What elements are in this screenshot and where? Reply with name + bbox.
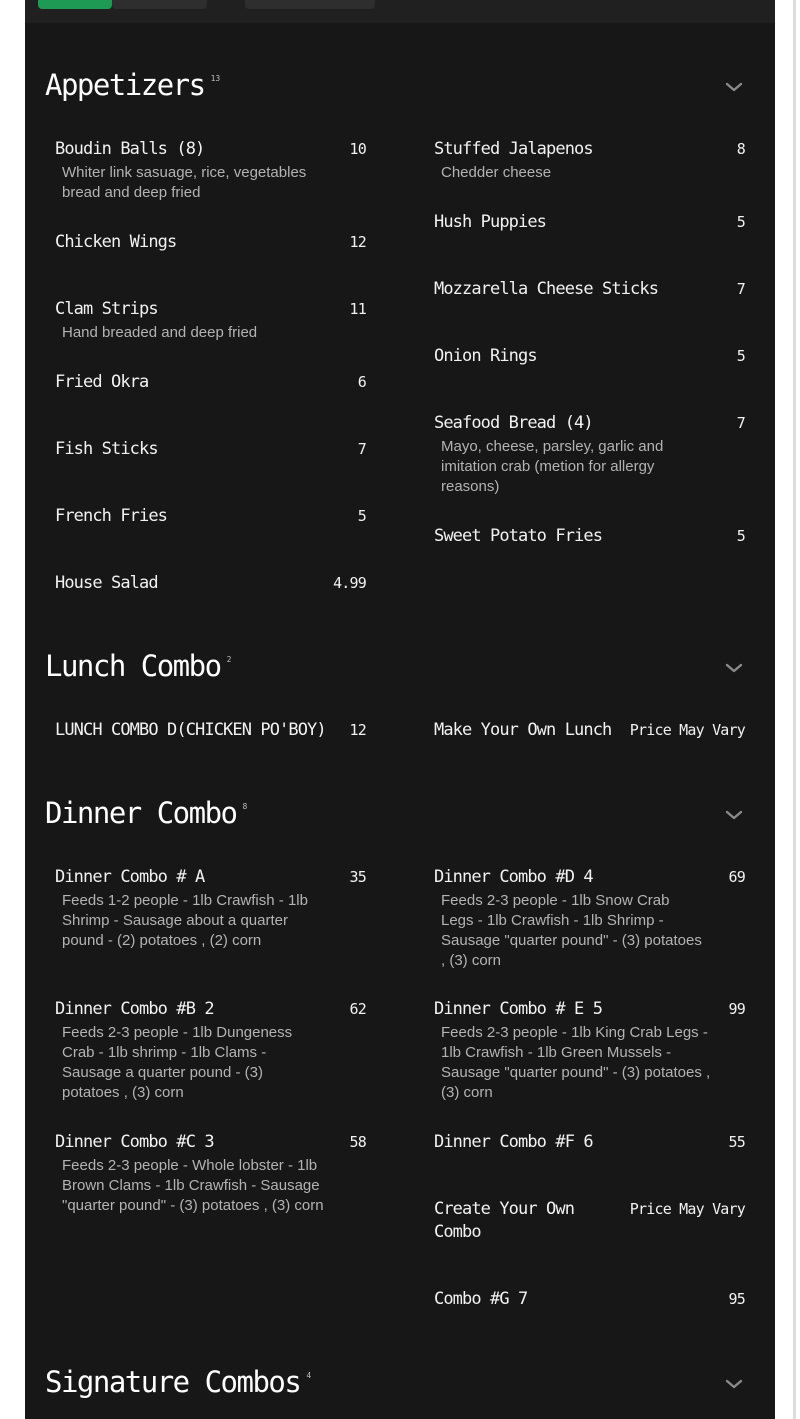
chevron-down-icon[interactable] — [724, 77, 744, 97]
item-description: Whiter link sasuage, rice, vegetables bread and deep fried — [62, 164, 307, 201]
menu-item[interactable] — [55, 998, 366, 1108]
item-count: 2 — [226, 655, 232, 664]
item-description: Feeds 2-3 people - 1lb Snow Crab Legs - 1lb Crawfish - 1lb Shrimp - Sausage "quarter pound" - (3) potatoes , (3) corn — [441, 892, 702, 969]
item-name: Create Your Own Combo — [434, 1199, 575, 1242]
chevron-down-icon[interactable] — [724, 1374, 744, 1394]
item-price: 5 — [736, 213, 745, 231]
menu-item[interactable] — [434, 998, 745, 1108]
menu-item[interactable] — [55, 866, 366, 976]
menu-item[interactable] — [55, 719, 366, 759]
item-price: 95 — [728, 1290, 745, 1308]
item-name: Dinner Combo #F 6 — [434, 1132, 593, 1152]
item-description: Mayo, cheese, parsley, garlic and imitation crab (metion for allergy reasons) — [441, 438, 664, 495]
item-name: Dinner Combo #B 2 — [55, 999, 214, 1019]
chevron-down-icon[interactable] — [724, 658, 744, 678]
menu-item[interactable] — [55, 438, 366, 478]
menu-item[interactable] — [55, 138, 366, 208]
item-name: Combo #G 7 — [434, 1289, 528, 1309]
item-name: Make Your Own Lunch — [434, 720, 612, 740]
menu-panel — [25, 0, 775, 1419]
item-name: Clam Strips — [55, 299, 158, 319]
item-price: 12 — [349, 233, 366, 251]
page-edge-divider — [793, 0, 796, 1419]
menu-item[interactable] — [55, 298, 366, 348]
item-name: Onion Rings — [434, 346, 537, 366]
item-count: 13 — [210, 74, 221, 83]
item-name: Dinner Combo # A — [55, 867, 205, 887]
menu-item[interactable] — [434, 525, 745, 565]
item-name: Dinner Combo #D 4 — [434, 867, 593, 887]
item-name: Sweet Potato Fries — [434, 526, 603, 546]
item-name: Chicken Wings — [55, 232, 177, 252]
item-name: Seafood Bread (4) — [434, 413, 593, 433]
item-name: Stuffed Jalapenos — [434, 139, 593, 159]
item-price: Price May Vary — [629, 721, 745, 739]
item-price: 5 — [736, 527, 745, 545]
menu-item[interactable] — [55, 371, 366, 411]
menu-item[interactable] — [434, 719, 745, 759]
item-name: Mozzarella Cheese Sticks — [434, 279, 659, 299]
menu-item[interactable] — [434, 345, 745, 385]
item-name: Hush Puppies — [434, 212, 547, 232]
item-name: House Salad — [55, 573, 158, 593]
menu-item[interactable] — [55, 231, 366, 271]
chevron-down-icon[interactable] — [724, 805, 744, 825]
item-price: 11 — [349, 300, 366, 318]
item-price: 5 — [357, 507, 366, 525]
item-count: 8 — [242, 802, 248, 811]
item-name: LUNCH COMBO D(CHICKEN PO'BOY) — [55, 720, 326, 740]
item-description: Feeds 2-3 people - 1lb Dungeness Crab - 1lb shrimp - 1lb Clams - Sausage a quarter pound - (3) potatoes , (3) corn — [62, 1024, 293, 1101]
menu-item[interactable] — [434, 1131, 745, 1171]
menu-item[interactable] — [434, 1198, 745, 1248]
item-name: Boudin Balls (8) — [55, 139, 205, 159]
item-price: 12 — [349, 721, 366, 739]
item-price: 69 — [728, 868, 745, 886]
item-price: Price May Vary — [629, 1200, 745, 1218]
item-price: 5 — [736, 347, 745, 365]
section-title[interactable]: Lunch Combo $^2$ — [45, 649, 232, 683]
item-price: 8 — [736, 140, 745, 158]
item-price: 62 — [349, 1000, 366, 1018]
section-title[interactable]: Dinner Combo $^8$ — [45, 796, 248, 830]
item-description: Chedder cheese — [441, 164, 552, 181]
item-name: Dinner Combo # E 5 — [434, 999, 603, 1019]
menu-item[interactable] — [434, 866, 745, 976]
item-description: Feeds 2-3 people - 1lb King Crab Legs - 1lb Crawfish - 1lb Green Mussels - Sausage "quarter pound" - (3) potatoes , (3) corn — [441, 1024, 711, 1101]
menu-item[interactable] — [434, 412, 745, 502]
item-price: 55 — [728, 1133, 745, 1151]
item-description: Feeds 1-2 people - 1lb Crawfish - 1lb Shrimp - Sausage about a quarter pound - (2) potatoes , (2) corn — [62, 892, 308, 949]
item-name: Dinner Combo #C 3 — [55, 1132, 214, 1152]
item-price: 35 — [349, 868, 366, 886]
section-title[interactable]: Signature Combos $^4$ — [45, 1365, 312, 1399]
menu-item[interactable] — [434, 211, 745, 251]
item-name: Fried Okra — [55, 372, 149, 392]
item-description: Hand breaded and deep fried — [62, 324, 258, 341]
item-name: Fish Sticks — [55, 439, 158, 459]
item-price: 7 — [736, 280, 745, 298]
category-tab-active[interactable] — [38, 0, 112, 9]
menu-item[interactable] — [434, 278, 745, 318]
menu-item[interactable] — [55, 572, 366, 612]
item-price: 4.99 — [333, 574, 366, 592]
item-price: 7 — [357, 440, 366, 458]
item-name: French Fries — [55, 506, 168, 526]
section-title[interactable]: Appetizers $^{13}$ — [45, 68, 221, 102]
item-count: 4 — [306, 1371, 312, 1380]
item-price: 7 — [736, 414, 745, 432]
category-tab[interactable] — [112, 0, 207, 9]
item-price: 6 — [357, 373, 366, 391]
category-tab[interactable] — [245, 0, 375, 9]
category-tab-bar — [25, 0, 775, 23]
menu-item[interactable] — [55, 505, 366, 545]
item-price: 58 — [349, 1133, 366, 1151]
item-price: 99 — [728, 1000, 745, 1018]
item-description: Feeds 2-3 people - Whole lobster - 1lb Brown Clams - 1lb Crawfish - Sausage "quarter pound" - (3) potatoes , (3) corn — [62, 1157, 324, 1214]
menu-item[interactable] — [434, 1288, 745, 1328]
item-price: 10 — [349, 140, 366, 158]
menu-item[interactable] — [55, 1131, 366, 1241]
menu-item[interactable] — [434, 138, 745, 188]
